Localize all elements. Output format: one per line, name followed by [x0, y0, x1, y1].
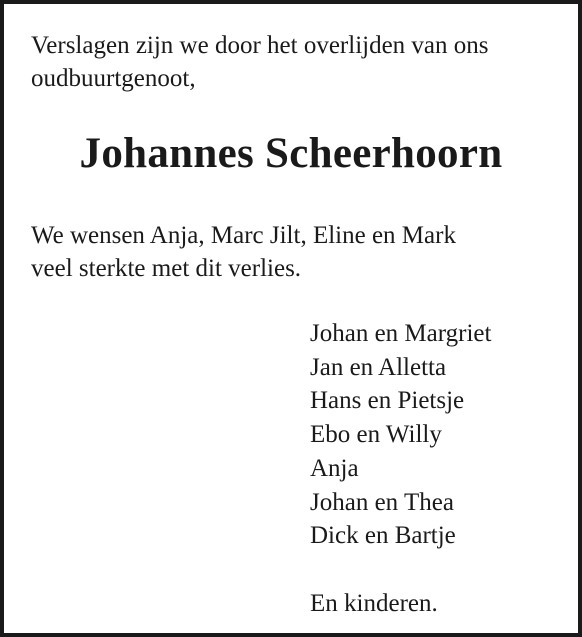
- intro-line: Verslagen zijn we door het overlijden van ons: [31, 32, 489, 59]
- signer-list: [310, 317, 491, 553]
- signer-item: Ebo en Willy: [310, 421, 442, 449]
- sympathy-line: We wensen Anja, Marc Jilt, Eline en Mark: [31, 222, 456, 249]
- closing-text: En kinderen.: [310, 590, 438, 617]
- deceased-name: Johannes Scheerhoorn: [79, 130, 503, 177]
- intro-line: oudbuurtgenoot,: [31, 65, 196, 92]
- signer-item: Dick en Bartje: [310, 522, 456, 550]
- signer-item: Johan en Thea: [310, 488, 454, 516]
- signer-item: Hans en Pietsje: [310, 387, 465, 415]
- signer-item: Jan en Alletta: [310, 353, 447, 381]
- intro-text: [31, 29, 561, 95]
- sympathy-line: veel sterkte met dit verlies.: [31, 255, 302, 282]
- signer-item: Anja: [310, 454, 359, 482]
- signer-item: Johan en Margriet: [310, 320, 492, 347]
- sympathy-text: [31, 219, 561, 285]
